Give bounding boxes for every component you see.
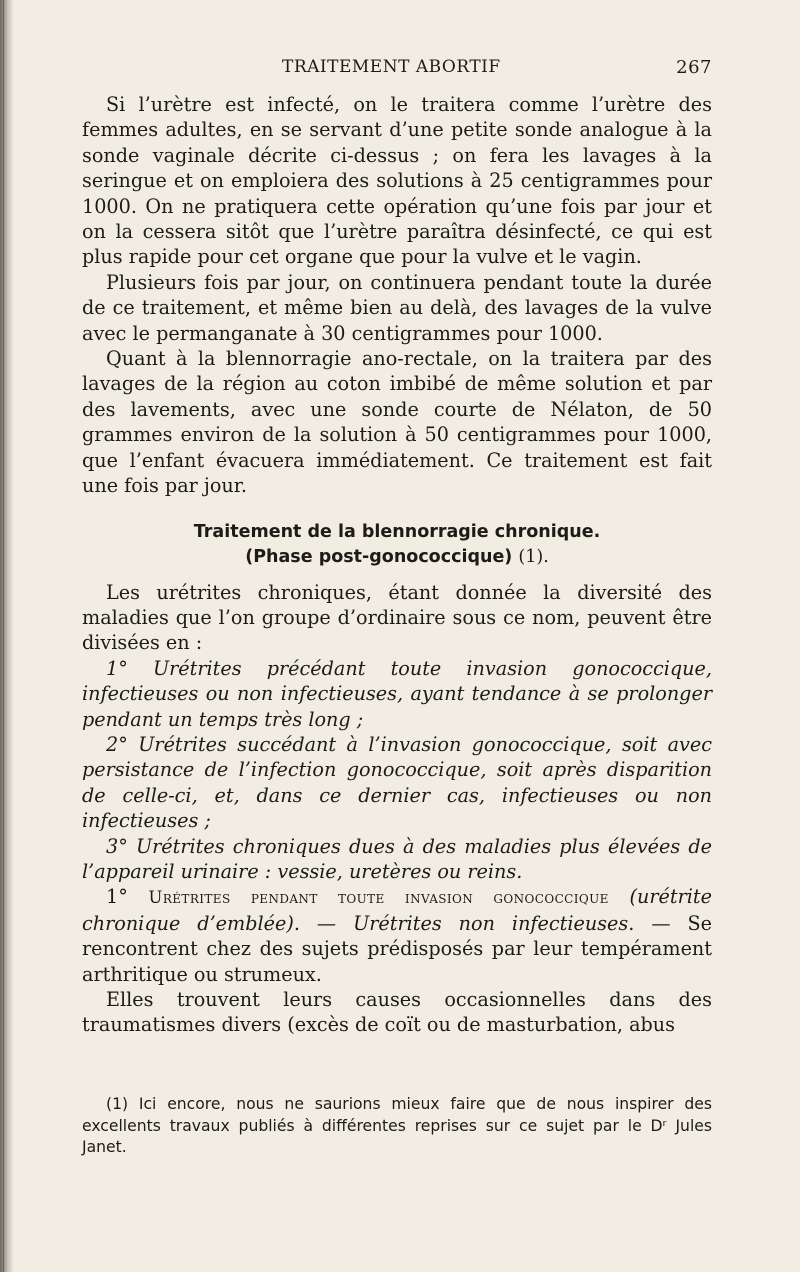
running-header xyxy=(82,57,712,81)
subsection-italic-heading: — Urétrites non infectieuses. xyxy=(316,911,635,935)
subsection-number: 1° xyxy=(106,885,128,909)
paragraph-ano-rectal: Quant à la blennorragie ano-rectale, on la traitera par des lavages de la région au coton imbibé de même solution et par des lavements, avec une sonde courte de Nélaton, de 50 grammes environ de la solution à 50 centigrammes pour 1000, que l’enfant évacuera immédiatement. Ce traitement est fait une fois par jour. xyxy=(82,347,712,498)
section-heading xyxy=(82,520,712,570)
section-heading-phase: (Phase post-gonococcique) xyxy=(245,546,513,567)
footnote-reference: (1). xyxy=(518,546,549,567)
subsection-paragraph xyxy=(82,884,712,987)
list-item-2: 2° Urétrites succédant à l’invasion gonococcique, soit avec persistance de l’infection gonococcique, soit après disparition de celle-ci, et, dans ce dernier cas, infectieuses ou non infectieuses ; xyxy=(82,732,712,833)
footnote: (1) Ici encore, nous ne saurions mieux faire que de nous inspirer des excellents travaux publiés à différentes reprises sur ce sujet par le Dʳ Jules Janet. xyxy=(82,1095,712,1156)
paragraph-vulva-washes: Plusieurs fois par jour, on continuera pendant toute la durée de ce traitement, et même bien au delà, des lavages de la vulve avec le permanganate à 30 centigrammes pour 1000. xyxy=(82,270,712,345)
subsection-body: — Se rencontrent chez des sujets prédisposés par leur tempérament arthritique ou strumeux. xyxy=(82,911,712,986)
page-number: 267 xyxy=(676,57,712,78)
subsection-parenthetical: (urétrite chronique d’emblée). xyxy=(82,885,712,935)
running-title: TRAITEMENT ABORTIF xyxy=(282,57,501,77)
binding-line xyxy=(3,0,4,1272)
body-text xyxy=(82,92,712,1038)
section-heading-title: Traitement de la blennorragie chronique. xyxy=(193,521,601,542)
list-item-3: 3° Urétrites chroniques dues à des maladies plus élevées de l’appareil urinaire : vessie, uretères ou reins. xyxy=(82,834,712,883)
paragraph-urethra-infection: Si l’urètre est infecté, on le traitera comme l’urètre des femmes adultes, en se servant d’une petite sonde analogue à la sonde vaginale décrite ci-dessus ; on fera les lavages à la seringue et on emploiera des solutions à 25 centigrammes pour 1000. On ne pratiquera cette opération qu’une fois par jour et on la cessera sitôt que l’urètre paraîtra désinfecté, ce qui est plus rapide pour cet organe que pour la vulve et le vagin. xyxy=(82,93,712,269)
list-item-1: 1° Urétrites précédant toute invasion gonococcique, infectieuses ou non infectieuses, ayant tendance à se prolonger pendant un temps très long ; xyxy=(82,656,712,731)
subsection-title: Urétrites pendant toute invasion gonococcique xyxy=(148,888,609,908)
paragraph-causes: Elles trouvent leurs causes occasionnelles dans des traumatismes divers (excès de coït ou de masturbation, abus xyxy=(82,988,712,1037)
section-heading-subtitle xyxy=(82,545,712,570)
paragraph-chronic-intro: Les urétrites chroniques, étant donnée la diversité des maladies que l’on groupe d’ordinaire sous ce nom, peuvent être divisées en : xyxy=(82,580,712,655)
